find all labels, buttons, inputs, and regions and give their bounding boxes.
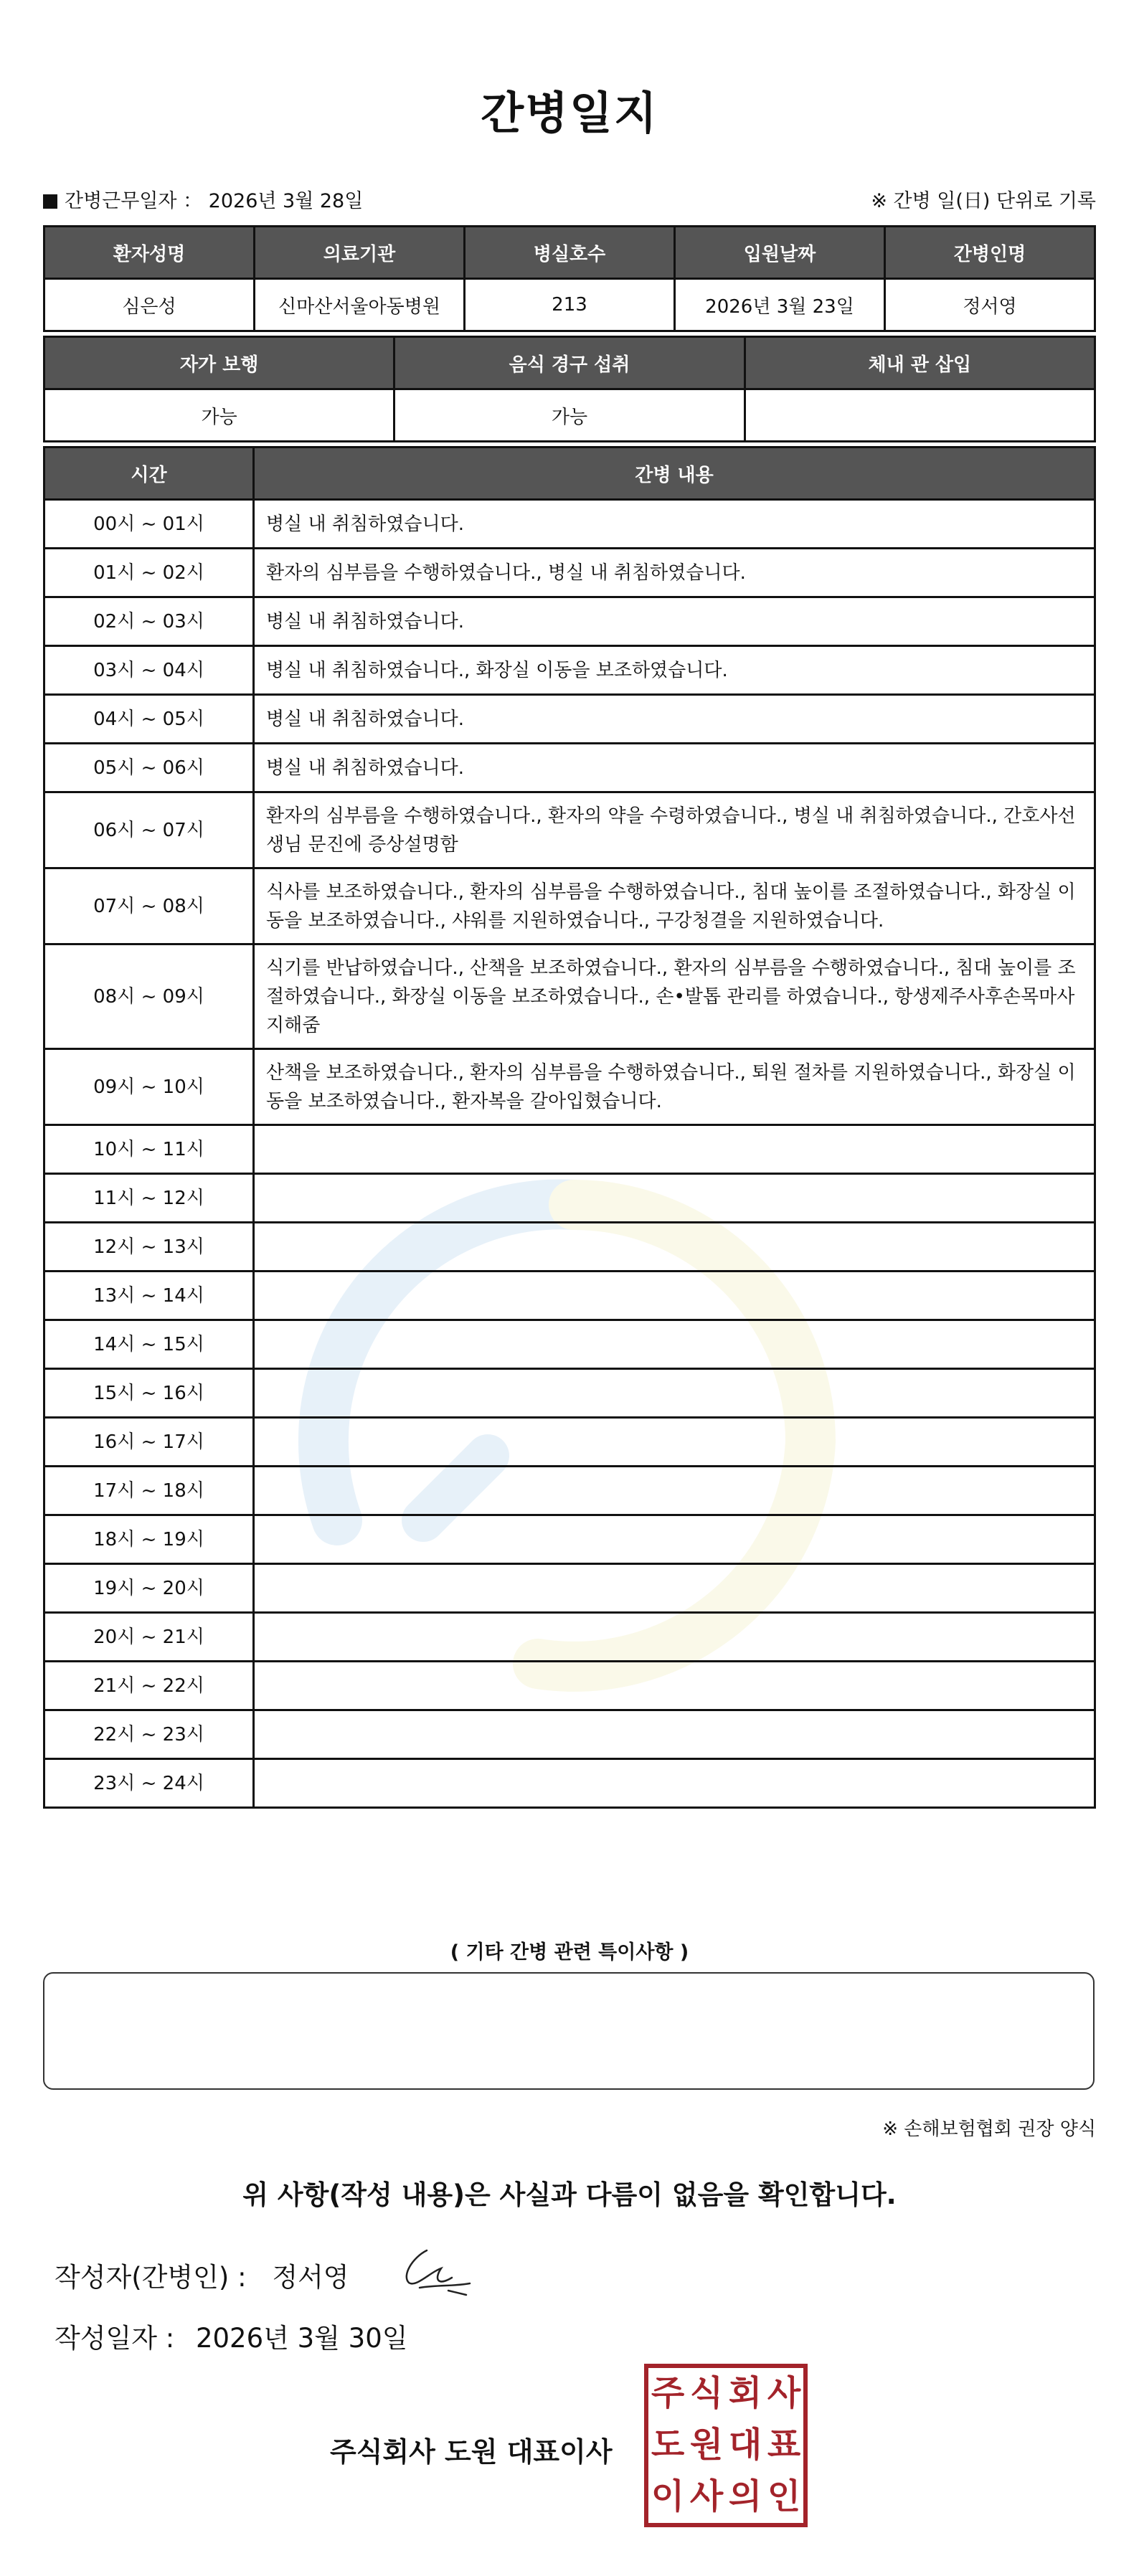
row-time: 14시 ~ 15시 [44,1320,254,1369]
remarks-box [43,1972,1095,2090]
row-time: 10시 ~ 11시 [44,1125,254,1174]
row-content [254,1125,1095,1174]
table-row [44,792,1095,868]
written-date: 2026년 3월 30일 [195,2323,408,2354]
row-content: 환자의 심부름을 수행하였습니다., 병실 내 취침하였습니다. [254,549,1095,597]
header-oral-intake: 음식 경구 섭취 [394,337,745,389]
row-content: 병실 내 취침하였습니다. [254,500,1095,549]
remarks-title: ( 기타 간병 관련 특이사항 ) [450,1941,689,1964]
header-hospital: 의료기관 [255,227,465,279]
table-row [44,1467,1095,1515]
row-content [254,1418,1095,1467]
signature-icon [398,2243,477,2301]
seal-char: 회 [728,2373,762,2413]
log-header-row [44,448,1095,500]
table-row [44,1369,1095,1418]
seal-char: 인 [767,2476,801,2516]
row-content: 병실 내 취침하였습니다. [254,695,1095,744]
header-content: 간병 내용 [254,448,1095,500]
table-row [44,1320,1095,1369]
seal-char: 주 [651,2373,685,2413]
table-row [44,597,1095,646]
log-body [44,500,1095,1808]
table-row [44,1515,1095,1564]
row-time: 21시 ~ 22시 [44,1662,254,1710]
row-content [254,1613,1095,1662]
table-row [44,646,1095,695]
patient-value-row [44,279,1095,331]
table-row [44,1418,1095,1467]
writer-line [55,2255,349,2294]
row-time: 20시 ~ 21시 [44,1613,254,1662]
value-hospital: 신마산서울아동병원 [255,279,465,331]
header-walking: 자가 보행 [44,337,394,389]
table-row [44,549,1095,597]
work-date [43,185,363,213]
row-content [254,1467,1095,1515]
row-time: 05시 ~ 06시 [44,744,254,792]
seal-char: 대 [728,2425,762,2465]
care-log-table [43,446,1096,1809]
table-row [44,1662,1095,1710]
row-content: 산책을 보조하였습니다., 환자의 심부름을 수행하였습니다., 퇴원 절차를 지원하였습니다., 화장실 이동을 보조하였습니다., 환자복을 갈아입혔습니다. [254,1049,1095,1125]
row-time: 19시 ~ 20시 [44,1564,254,1613]
row-content [254,1662,1095,1710]
table-row [44,500,1095,549]
row-content [254,1272,1095,1320]
table-row [44,1174,1095,1223]
header-room: 병실호수 [465,227,675,279]
row-content: 병실 내 취침하였습니다. [254,744,1095,792]
seal-char: 표 [767,2425,801,2465]
patient-header-row [44,227,1095,279]
writer-name: 정서영 [272,2262,349,2293]
row-content: 식기를 반납하였습니다., 산책을 보조하였습니다., 환자의 심부름을 수행하였습니다., 침대 높이를 조절하였습니다., 화장실 이동을 보조하였습니다., 손•발톱 관리를 하였습니다., 항생제주사후손목마사지해줌 [254,944,1095,1049]
row-time: 17시 ~ 18시 [44,1467,254,1515]
unit-note: ※ 간병 일(日) 단위로 기록 [871,190,1096,212]
seal-char: 식 [689,2373,724,2413]
form-note: ※ 손해보험협회 권장 양식 [882,2118,1096,2140]
value-admission-date: 2026년 3월 23일 [675,279,885,331]
header-caregiver: 간병인명 [885,227,1095,279]
company-seal [644,2364,808,2527]
row-time: 08시 ~ 09시 [44,944,254,1049]
row-content [254,1320,1095,1369]
seal-char: 원 [689,2425,724,2465]
row-content [254,1564,1095,1613]
table-row [44,1613,1095,1662]
row-time: 04시 ~ 05시 [44,695,254,744]
row-time: 16시 ~ 17시 [44,1418,254,1467]
row-content: 환자의 심부름을 수행하였습니다., 환자의 약을 수령하였습니다., 병실 내 취침하였습니다., 간호사선생님 문진에 증상설명함 [254,792,1095,868]
written-date-label: 작성일자 : [55,2323,175,2354]
row-content: 병실 내 취침하였습니다., 화장실 이동을 보조하였습니다. [254,646,1095,695]
row-time: 18시 ~ 19시 [44,1515,254,1564]
company-line: 주식회사 도원 대표이사 [330,2436,613,2468]
seal-char: 이 [651,2476,685,2516]
row-time: 06시 ~ 07시 [44,792,254,868]
row-time: 23시 ~ 24시 [44,1759,254,1808]
row-time: 01시 ~ 02시 [44,549,254,597]
seal-char: 의 [728,2476,762,2516]
table-row [44,1223,1095,1272]
header-tube: 체내 관 삽입 [745,337,1095,389]
header-admission-date: 입원날짜 [675,227,885,279]
row-time: 12시 ~ 13시 [44,1223,254,1272]
status-header-row [44,337,1095,389]
value-room: 213 [465,279,675,331]
table-row [44,695,1095,744]
table-row [44,1049,1095,1125]
row-content [254,1369,1095,1418]
written-date-line [55,2316,408,2355]
row-time: 00시 ~ 01시 [44,500,254,549]
table-row [44,1759,1095,1808]
page-title: 간병일지 [481,87,658,139]
row-time: 07시 ~ 08시 [44,868,254,944]
status-value-row [44,389,1095,442]
row-time: 09시 ~ 10시 [44,1049,254,1125]
header-patient-name: 환자성명 [44,227,255,279]
value-oral-intake: 가능 [394,389,745,442]
row-content: 병실 내 취침하였습니다. [254,597,1095,646]
row-time: 02시 ~ 03시 [44,597,254,646]
row-time: 11시 ~ 12시 [44,1174,254,1223]
table-row [44,1564,1095,1613]
row-content [254,1710,1095,1759]
value-patient-name: 심은성 [44,279,255,331]
seal-char: 도 [651,2425,685,2465]
value-caregiver: 정서영 [885,279,1095,331]
work-date-label: 간병근무일자 ： 2026년 3월 28일 [65,190,364,212]
row-content [254,1515,1095,1564]
table-row [44,1710,1095,1759]
value-walking: 가능 [44,389,394,442]
table-row [44,868,1095,944]
row-content [254,1223,1095,1272]
table-row [44,744,1095,792]
seal-char: 사 [767,2373,801,2413]
table-row [44,1125,1095,1174]
row-time: 15시 ~ 16시 [44,1369,254,1418]
confirm-statement: 위 사항(작성 내용)은 사실과 다름이 없음을 확인합니다. [242,2179,897,2210]
header-time: 시간 [44,448,254,500]
table-row [44,1272,1095,1320]
row-time: 03시 ~ 04시 [44,646,254,695]
square-bullet-icon [43,194,57,209]
table-row [44,944,1095,1049]
writer-label: 작성자(간병인) : [55,2262,247,2293]
row-content: 식사를 보조하였습니다., 환자의 심부름을 수행하였습니다., 침대 높이를 조절하였습니다., 화장실 이동을 보조하였습니다., 샤워를 지원하였습니다., 구강청결을 지원하였습니다. [254,868,1095,944]
row-content [254,1174,1095,1223]
status-table [43,336,1096,442]
row-time: 22시 ~ 23시 [44,1710,254,1759]
seal-char: 사 [689,2476,724,2516]
value-tube [745,389,1095,442]
patient-info-table [43,225,1096,332]
row-content [254,1759,1095,1808]
row-time: 13시 ~ 14시 [44,1272,254,1320]
